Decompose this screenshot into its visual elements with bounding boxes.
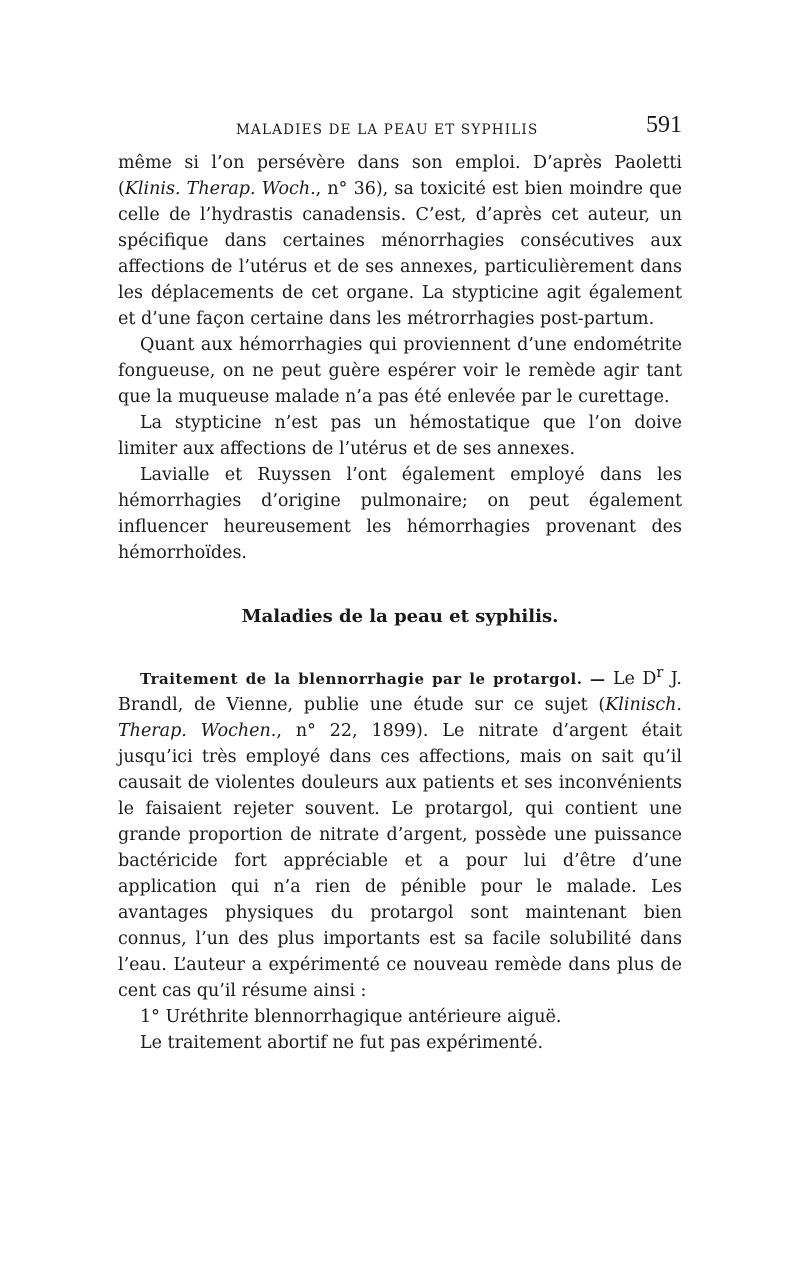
paragraph: Le traitement abortif ne fut pas expérimenté. [140, 1032, 544, 1053]
article-text: , n° 22, 1899). Le nitrate d’argent était jusqu’ici très employé dans ces affections, mais on sait qu’il causait de violentes douleurs aux patients et ses inconvénients le faisaient rejeter souvent. Le protargol, qui contient une grande proportion de nitrate d’argent, possède une puissance bactéricide fort appréciable et a pour lui d’être d’une application qui n’a rien de pénible pour le malade. Les avantages physiques du protargol sont maintenant bien connus, l’un des plus importants est sa facile solubilité dans l’eau. L’auteur a expérimenté ce nouveau remède dans plus de cent cas qu’il résume ainsi : [118, 720, 682, 1001]
running-head: MALADIES DE LA PEAU ET SYPHILIS [236, 122, 539, 138]
paragraph-continuation [118, 150, 682, 332]
paragraph: Lavialle et Ruyssen l’ont également employé dans les hémorrhagies d’origine pulmonaire; on peut également influencer heureusement les hémorrhagies provenant des hémorrhoïdes. [118, 465, 682, 563]
paragraph-text: même si l’on persévère dans son emploi. D’après Paoletti ( [118, 153, 682, 199]
paragraph: Quant aux hémorrhagies qui proviennent d’une endométrite fongueuse, on ne peut guère espérer voir le remède agir tant que la muqueuse malade n’a pas été enlevée par le curettage. [118, 335, 682, 407]
article-text: Le D [612, 668, 657, 689]
page-number: 591 [646, 112, 682, 138]
page-header [118, 112, 682, 148]
article-text: J. Brandl, de Vienne, publie une étude sur ce sujet ( [118, 668, 682, 715]
page-body [118, 150, 682, 1056]
citation: Klinisch. Therap. Wochen. [118, 694, 682, 741]
citation: Klinis. Therap. Woch. [124, 179, 316, 199]
paragraph: La stypticine n’est pas un hémostatique que l’on doive limiter aux affections de l’utérus et de ses annexes. [118, 413, 682, 459]
superscript: r [656, 664, 664, 681]
article-title: Traitement de la blennorrhagie par le protargol. — [140, 669, 606, 688]
section-title: Maladies de la peau et syphilis. [241, 606, 559, 627]
list-item: 1° Uréthrite blennorrhagique antérieure aiguë. [140, 1006, 562, 1027]
article-paragraph [118, 660, 682, 1004]
paragraph-text: , n° 36), sa toxicité est bien moindre que celle de l’hydrastis canadensis. C’est, d’après cet auteur, un spécifique dans certaines ménorrhagies consécutives aux affections de l’utérus et de ses annexes, particulièrement dans les déplacements de cet organe. La stypticine agit également et d’une façon certaine dans les métrorrhagies post-partum. [118, 179, 682, 329]
